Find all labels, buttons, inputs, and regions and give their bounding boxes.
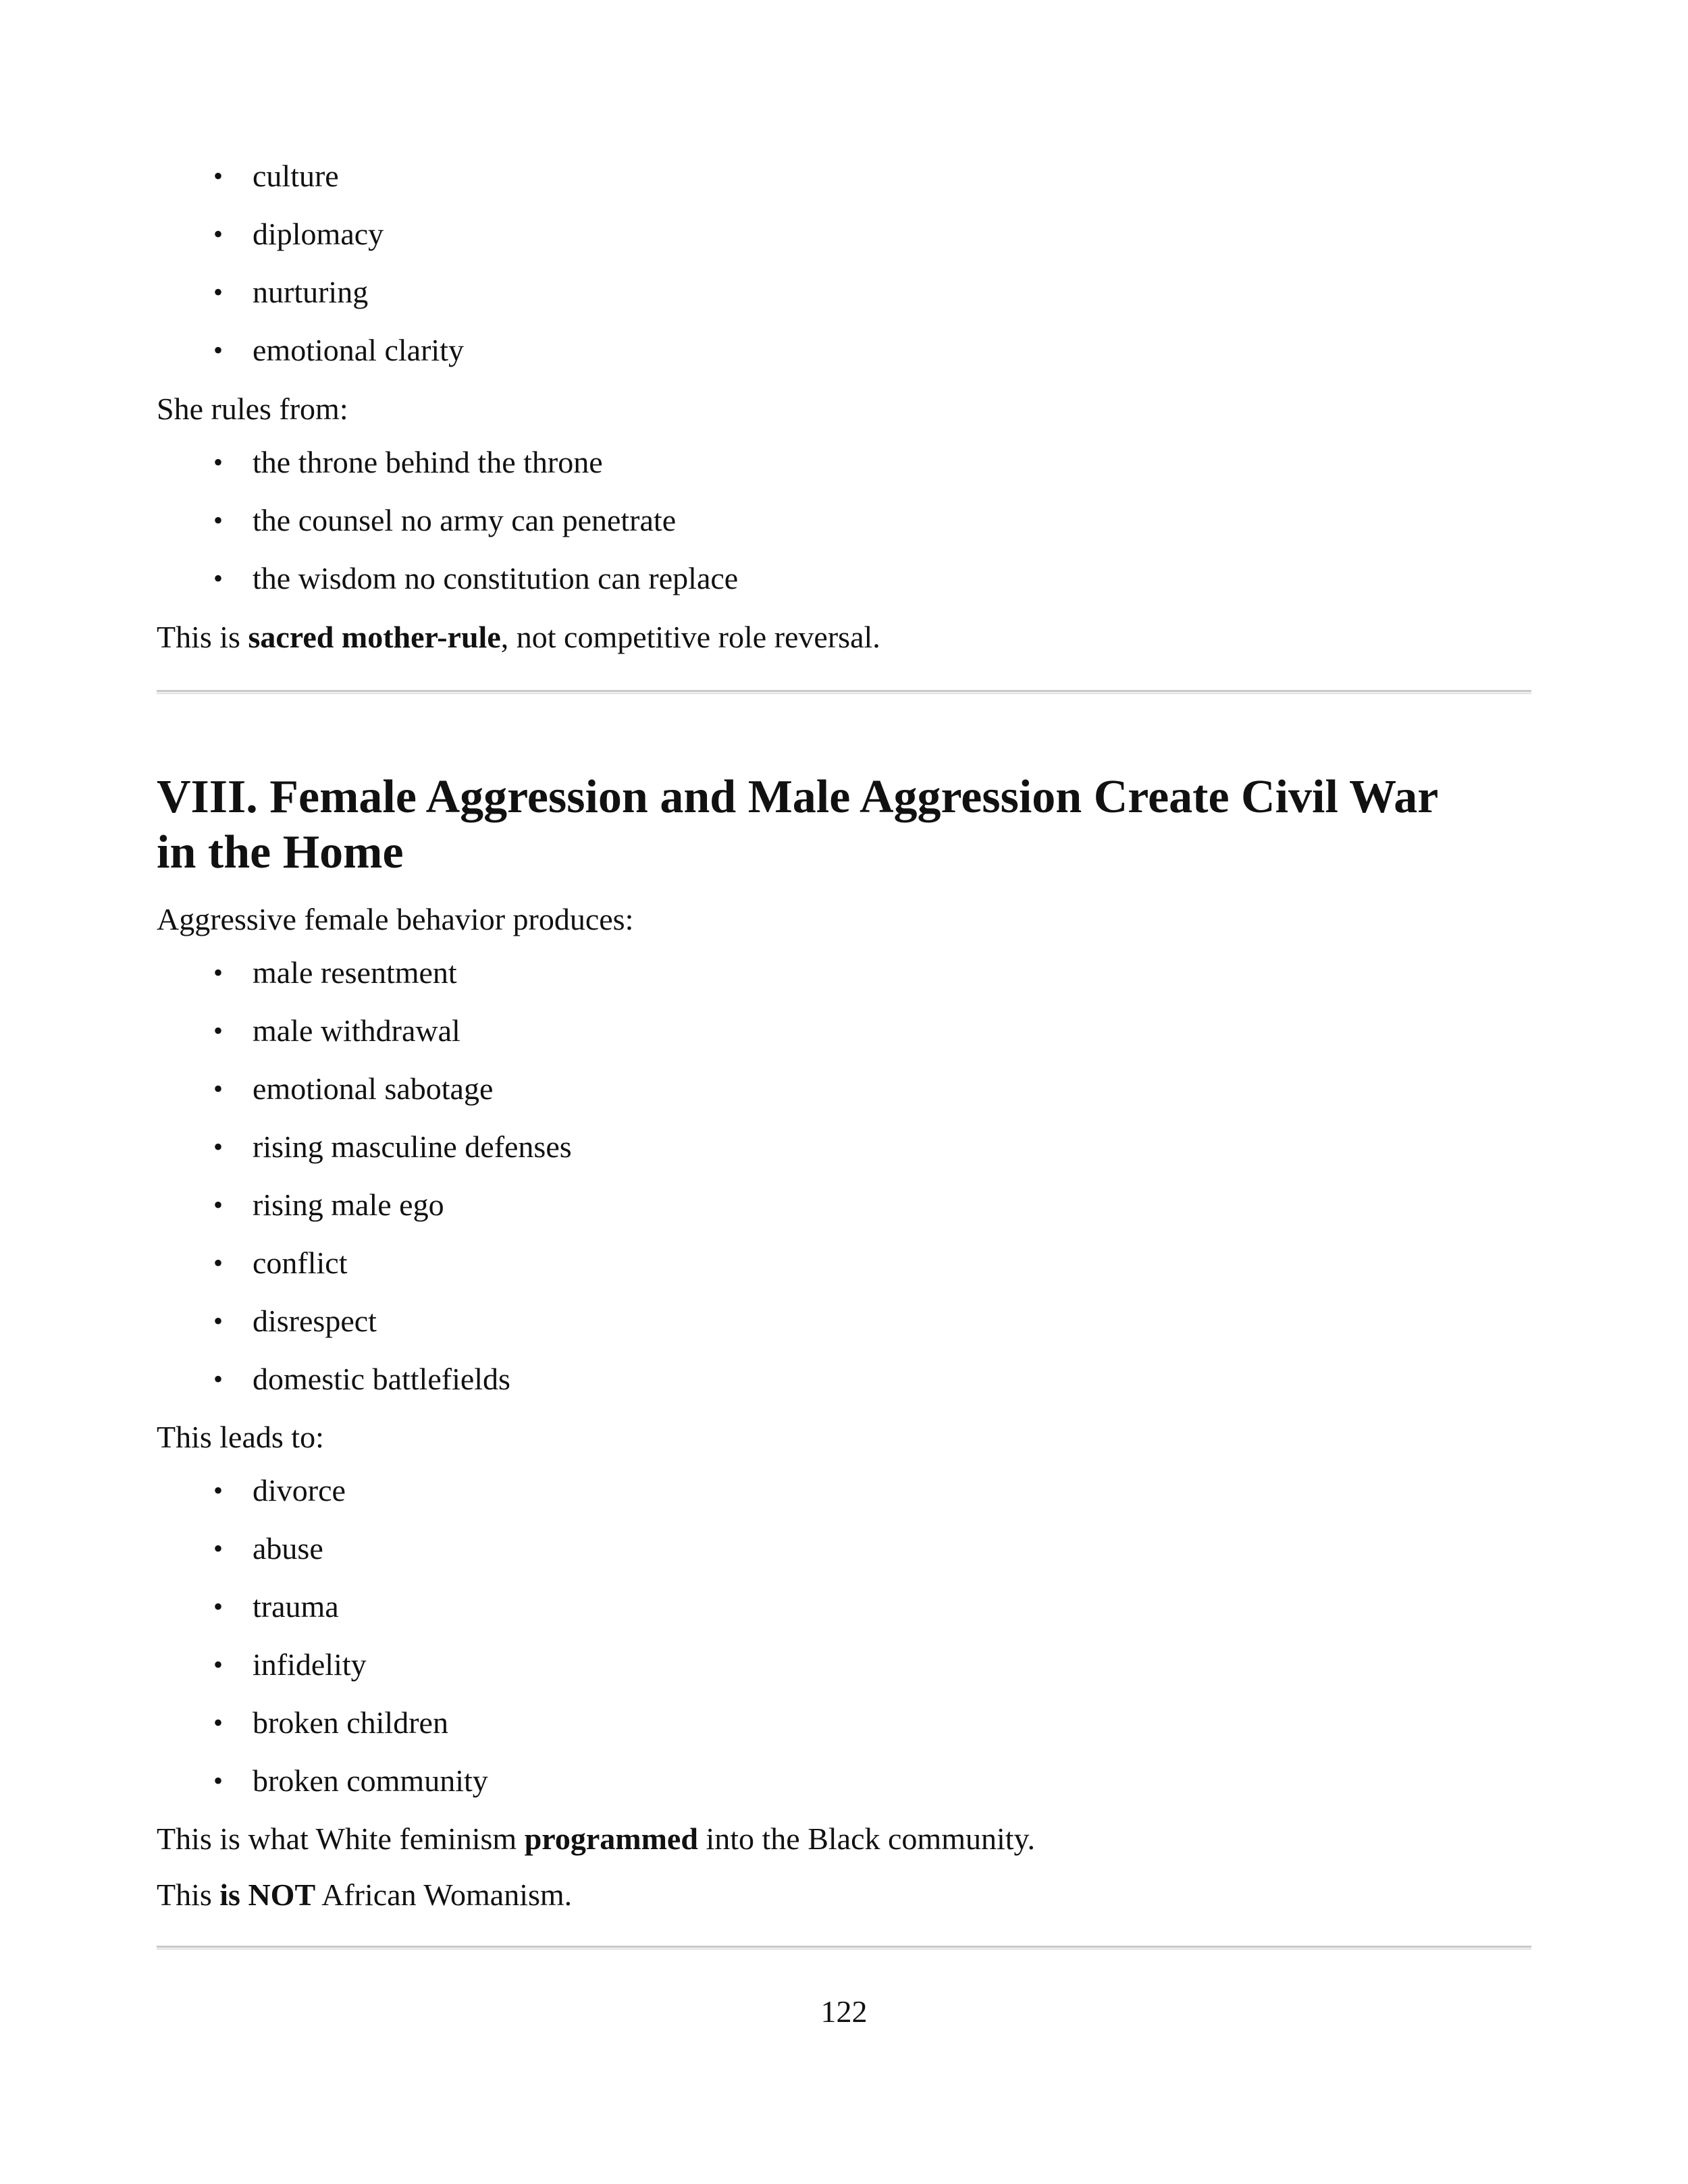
bullet-icon: • [213, 277, 223, 307]
bullet-icon: • [213, 1248, 223, 1278]
bullet-icon: • [213, 219, 223, 249]
paragraph-sacred-mother-rule [157, 618, 880, 656]
bullet-icon: • [213, 1591, 223, 1622]
list-item [213, 560, 738, 597]
list-item-text: emotional clarity [253, 333, 464, 367]
list-item-text: disrespect [253, 1304, 377, 1338]
list-item-text: rising male ego [253, 1188, 444, 1222]
list-item-text: male resentment [253, 955, 457, 990]
emphasis-text: is NOT [219, 1877, 316, 1912]
bullet-icon: • [213, 1475, 223, 1506]
list-item [213, 157, 339, 195]
section-divider [157, 1946, 1531, 1950]
list-item [213, 954, 457, 992]
list-item-text: broken children [253, 1705, 448, 1740]
text-run: into the Black community. [697, 1821, 1036, 1856]
bullet-icon: • [213, 563, 223, 593]
text-run: , not competitive role reversal. [500, 620, 880, 654]
text-run: This [157, 1877, 220, 1912]
list-item-text: infidelity [253, 1647, 367, 1682]
text-run: This is what White feminism [157, 1821, 525, 1856]
list-item-text: abuse [253, 1531, 323, 1566]
bullet-icon: • [213, 1306, 223, 1336]
bullet-icon: • [213, 1190, 223, 1220]
bullet-icon: • [213, 505, 223, 535]
list-item-text: male withdrawal [253, 1013, 460, 1048]
list-item-text: domestic battlefields [253, 1362, 510, 1396]
list-item-text: the counsel no army can penetrate [253, 503, 677, 537]
list-item [213, 502, 676, 539]
bullet-icon: • [213, 1533, 223, 1564]
list-item [213, 1704, 448, 1742]
list-item-text: the throne behind the throne [253, 445, 603, 479]
list-item [213, 1360, 510, 1398]
list-item [213, 1186, 444, 1224]
bullet-icon: • [213, 335, 223, 365]
page-number: 122 [820, 1994, 868, 2029]
bullet-icon: • [213, 1131, 223, 1162]
bullet-icon: • [213, 1073, 223, 1104]
list-item [213, 1302, 377, 1340]
list-item-text: nurturing [253, 275, 369, 309]
list-item [213, 331, 464, 369]
list-item-text: culture [253, 159, 339, 193]
emphasis-text: programmed [524, 1821, 698, 1856]
bullet-icon: • [213, 447, 223, 477]
paragraph-intro: Aggressive female behavior produces: [157, 902, 634, 936]
list-item-text: conflict [253, 1246, 348, 1280]
list-item-text: rising masculine defenses [253, 1129, 572, 1164]
list-item [213, 1530, 323, 1568]
paragraph-rules-from: She rules from: [157, 392, 348, 426]
list-item [213, 1070, 493, 1108]
list-item [213, 1472, 346, 1510]
section-heading [157, 770, 1548, 880]
bullet-icon: • [213, 957, 223, 988]
bullet-icon: • [213, 1364, 223, 1394]
list-item-text: emotional sabotage [253, 1071, 494, 1106]
bullet-icon: • [213, 1649, 223, 1680]
bullet-icon: • [213, 1707, 223, 1738]
list-item-text: diplomacy [253, 217, 384, 251]
heading-line-2: in the Home [157, 826, 404, 878]
paragraph-statement-feminism [157, 1820, 1035, 1858]
list-item [213, 1012, 460, 1050]
emphasis-text: sacred mother-rule [248, 620, 501, 654]
bullet-icon: • [213, 1765, 223, 1796]
section-divider [157, 690, 1531, 694]
list-item-text: divorce [253, 1473, 346, 1508]
text-run: This is [157, 620, 248, 654]
list-item-text: the wisdom no constitution can replace [253, 561, 739, 595]
bullet-icon: • [213, 161, 223, 191]
bullet-icon: • [213, 1015, 223, 1046]
list-item-text: trauma [253, 1589, 339, 1624]
list-item [213, 1588, 339, 1626]
list-item [213, 215, 384, 253]
text-run: African Womanism. [315, 1877, 573, 1912]
paragraph-statement-womanism [157, 1876, 572, 1914]
list-item [213, 273, 368, 311]
list-item [213, 1128, 572, 1166]
list-item [213, 444, 603, 481]
heading-line-1: VIII. Female Aggression and Male Aggression Create Civil War [157, 771, 1439, 823]
list-item [213, 1646, 367, 1684]
list-item-text: broken community [253, 1763, 488, 1798]
list-item [213, 1762, 488, 1800]
list-item [213, 1244, 348, 1282]
paragraph-leads-to: This leads to: [157, 1420, 324, 1454]
